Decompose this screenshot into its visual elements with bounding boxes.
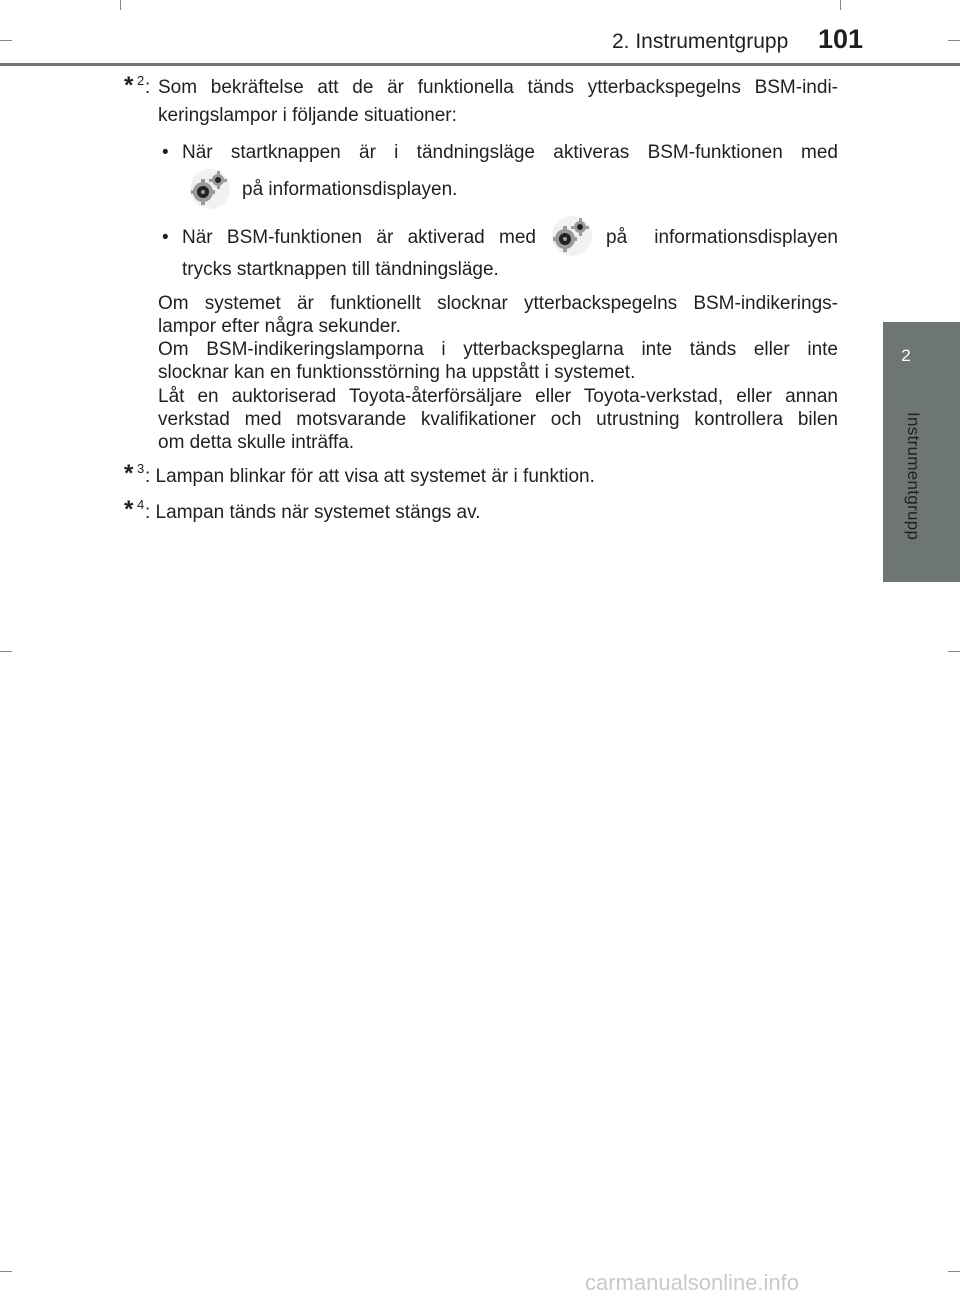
note3-text: : Lampan blinkar för att visa att systemet är i funktion. (145, 466, 595, 487)
header-rule (0, 63, 960, 66)
bullet2-line2: trycks startknappen till tändningsläge. (182, 259, 499, 280)
bullet2-part-b: på informationsdisplayen (606, 227, 838, 248)
para2-line1: Om BSM-indikeringslamporna i ytterbackspeglarna inte tänds eller inte (158, 339, 838, 360)
bullet-marker: • (162, 142, 169, 163)
chapter-tab-number: 2 (901, 346, 911, 365)
chapter-tab-label: Instrumentgrupp (904, 412, 923, 541)
page-number: 101 (818, 24, 864, 54)
footnote-marker: * (124, 72, 134, 99)
bullet2-part-a: När BSM-funktionen är aktiverad med (182, 227, 536, 248)
note4-text: : Lampan tänds när systemet stängs av. (145, 502, 481, 523)
note2-line1: Som bekräftelse att de är funktionella tänds ytterbackspegelns BSM-indi- (158, 77, 838, 98)
para1-line2: lampor efter några sekunder. (158, 316, 401, 337)
footnote-number: 2 (137, 73, 145, 88)
watermark: carmanualsonline.info (585, 1270, 800, 1295)
para3-line3: om detta skulle inträffa. (158, 432, 355, 453)
bullet1-line1: När startknappen är i tändningsläge aktiveras BSM-funktionen med (182, 142, 838, 163)
note2-line2: keringslampor i följande situationer: (158, 105, 457, 126)
crop-mark (948, 1271, 960, 1272)
crop-mark (840, 0, 841, 10)
para2-line2: slocknar kan en funktionsstörning ha uppstått i systemet. (158, 362, 636, 383)
crop-mark (948, 651, 960, 652)
para3-line2: verkstad med motsvarande kvalifikationer och utrustning kontrollera bilen (158, 409, 838, 430)
crop-mark (120, 0, 121, 10)
settings-gears-icon (550, 215, 594, 257)
para3-line1: Låt en auktoriserad Toyota-återförsäljare eller Toyota-verkstad, eller annan (158, 386, 838, 407)
running-header-section: 2. Instrumentgrupp (612, 30, 789, 53)
crop-mark (0, 1271, 12, 1272)
footnote-colon: : (145, 77, 151, 98)
footnote-number: 4 (137, 497, 145, 512)
bullet-marker: • (162, 227, 169, 248)
bullet1-line2: på informationsdisplayen. (242, 179, 458, 200)
footnote-marker: * (124, 496, 134, 523)
crop-mark (948, 40, 960, 41)
footnote-number: 3 (137, 461, 145, 476)
para1-line1: Om systemet är funktionellt slocknar ytterbackspegelns BSM-indikerings- (158, 293, 838, 314)
footnote-marker: * (124, 460, 134, 487)
crop-mark (0, 651, 12, 652)
crop-mark (0, 40, 12, 41)
settings-gears-icon (188, 168, 232, 210)
